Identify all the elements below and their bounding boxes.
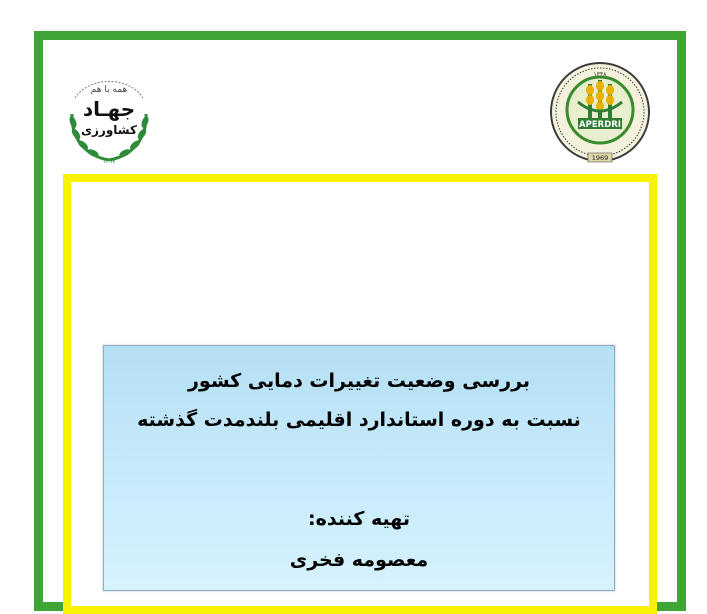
jahad-keshavarzi-logo-icon: [63, 62, 155, 166]
title-box: [103, 345, 615, 591]
logo-year-en: 1969: [591, 154, 609, 162]
author-name: معصومه فخری: [289, 549, 429, 571]
logo-acronym: APERDRI: [579, 120, 621, 130]
document-title-line-2: نسبت به دوره استاندارد اقلیمی بلندمدت گذشته: [137, 409, 581, 431]
aperdri-institute-logo-icon: [548, 58, 652, 166]
logo-name-line-2: کشاورزی: [81, 123, 137, 137]
prepared-by-label: تهیه کننده:: [308, 508, 410, 530]
logo-year-fa: ۱۳۴۸: [593, 71, 607, 78]
logo-tagline: همه با هم: [90, 85, 128, 95]
document-title-line-1: بررسی وضعیت تغییرات دمایی کشور: [187, 370, 531, 392]
logo-year: ۱۳۹۷: [102, 158, 116, 165]
logo-name-line-1: جهـاد: [82, 97, 136, 121]
